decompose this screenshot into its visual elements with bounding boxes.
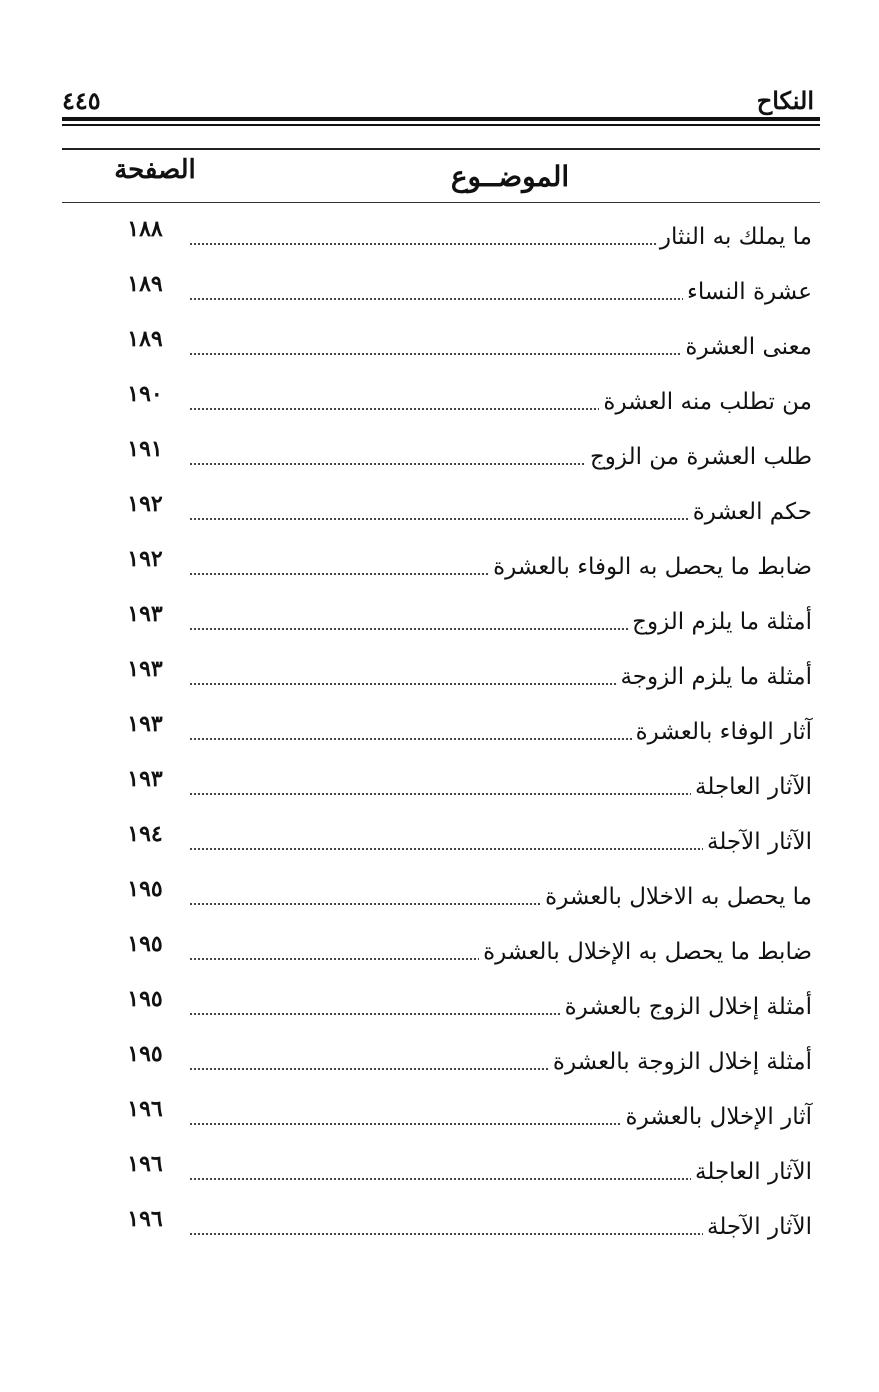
toc-entry-title: آثار الوفاء بالعشرة	[632, 715, 812, 749]
toc-entry	[100, 705, 812, 760]
toc-entry-title: ضابط ما يحصل به الإخلال بالعشرة	[479, 935, 812, 969]
toc-entry	[100, 1035, 812, 1090]
toc-entry-page: ١٨٩	[127, 326, 163, 352]
toc-entry-page: ١٩٥	[127, 1041, 163, 1067]
toc-entry-page: ١٨٨	[127, 216, 163, 242]
toc-entry-title: الآثار العاجلة	[691, 770, 812, 804]
toc-entry-title: طلب العشرة من الزوج	[586, 440, 812, 474]
toc-entry-title: الآثار الآجلة	[703, 1210, 812, 1244]
toc-entry-title: أمثلة ما يلزم الزوج	[628, 605, 812, 639]
toc-entry-title: أمثلة ما يلزم الزوجة	[616, 660, 812, 694]
toc-entry-title: ما يحصل به الاخلال بالعشرة	[541, 880, 812, 914]
toc-entry-page: ١٩٠	[127, 381, 163, 407]
toc-entry-title: الآثار العاجلة	[691, 1155, 812, 1189]
toc-entry-title: حكم العشرة	[689, 495, 812, 529]
toc-entry-page: ١٨٩	[127, 271, 163, 297]
toc-entry-title: آثار الإخلال بالعشرة	[622, 1100, 812, 1134]
header-rule-thick	[62, 117, 820, 121]
toc-entry-title: الآثار الآجلة	[703, 825, 812, 859]
toc-entry	[100, 815, 812, 870]
toc-entry	[100, 430, 812, 485]
toc-entry	[100, 1200, 812, 1255]
table-top-rule	[62, 148, 820, 150]
toc-entry-title: أمثلة إخلال الزوجة بالعشرة	[549, 1045, 812, 1079]
toc-entry-page: ١٩٣	[127, 656, 163, 682]
toc-entry	[100, 980, 812, 1035]
toc-entry-page: ١٩٥	[127, 876, 163, 902]
column-heading-topic: الموضــوع	[450, 160, 570, 193]
toc-entry	[100, 1145, 812, 1200]
toc-entry-page: ١٩٥	[127, 931, 163, 957]
toc-entries	[100, 210, 812, 1255]
toc-entry	[100, 925, 812, 980]
page-number: ٤٤٥	[62, 86, 101, 115]
toc-entry-page: ١٩٢	[127, 546, 163, 572]
toc-entry-page: ١٩٦	[127, 1096, 163, 1122]
toc-entry-page: ١٩٣	[127, 601, 163, 627]
toc-entry	[100, 320, 812, 375]
toc-entry	[100, 375, 812, 430]
toc-entry-page: ١٩٤	[127, 821, 163, 847]
toc-entry	[100, 760, 812, 815]
toc-entry	[100, 870, 812, 925]
toc-entry	[100, 1090, 812, 1145]
running-head-title: النكاح	[756, 86, 814, 115]
column-heading-page: الصفحة	[114, 155, 196, 185]
toc-entry-page: ١٩٢	[127, 491, 163, 517]
toc-entry	[100, 265, 812, 320]
toc-entry-title: أمثلة إخلال الزوج بالعشرة	[561, 990, 812, 1024]
table-heading-rule	[62, 202, 820, 203]
toc-entry-page: ١٩١	[127, 436, 163, 462]
toc-entry-title: ضابط ما يحصل به الوفاء بالعشرة	[489, 550, 812, 584]
toc-entry	[100, 540, 812, 595]
toc-entry-page: ١٩٦	[127, 1206, 163, 1232]
toc-entry-page: ١٩٦	[127, 1151, 163, 1177]
header-rule-thin	[62, 124, 820, 126]
toc-entry	[100, 595, 812, 650]
toc-entry-title: من تطلب منه العشرة	[599, 385, 812, 419]
toc-entry-title: عشرة النساء	[683, 275, 812, 309]
toc-entry	[100, 210, 812, 265]
toc-entry-page: ١٩٣	[127, 766, 163, 792]
toc-entry	[100, 485, 812, 540]
toc-entry-page: ١٩٣	[127, 711, 163, 737]
toc-entry-title: ما يملك به النثار	[656, 220, 812, 254]
toc-entry-page: ١٩٥	[127, 986, 163, 1012]
toc-entry-title: معنى العشرة	[681, 330, 812, 364]
running-head	[62, 86, 820, 116]
toc-entry	[100, 650, 812, 705]
